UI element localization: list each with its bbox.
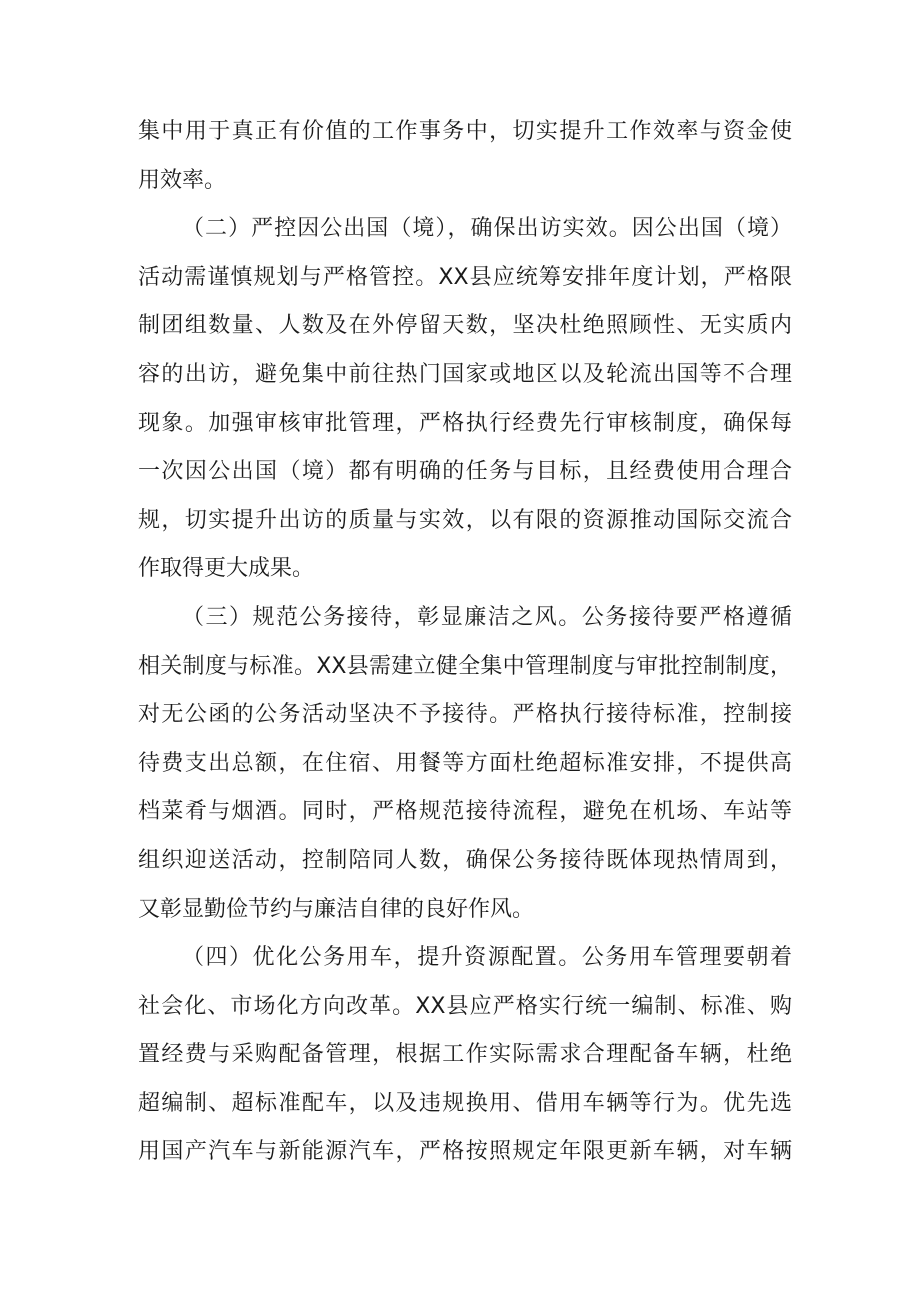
- text-line: 现象。加强审核审批管理，严格执行经费先行审核制度，确保每: [138, 410, 792, 436]
- text-line: （四）优化公务用车，提升资源配置。公务用车管理要朝着: [182, 945, 792, 971]
- text-line: 规，切实提升出访的质量与实效，以有限的资源推动国际交流合: [138, 507, 792, 533]
- text-line: 组织迎送活动，控制陪同人数，确保公务接待既体现热情周到，: [138, 847, 792, 873]
- text-line: 待费支出总额，在住宿、用餐等方面杜绝超标准安排，不提供高: [138, 750, 792, 776]
- text-line: （二）严控因公出国（境），确保出访实效。因公出国（境）: [182, 216, 792, 242]
- paragraph: [138, 205, 792, 594]
- paragraph: [138, 594, 792, 934]
- text-line: 社会化、市场化方向改革。XX县应严格实行统一编制、标准、购: [138, 993, 792, 1019]
- paragraph: [138, 934, 792, 1177]
- text-line: 用效率。: [138, 167, 227, 193]
- text-line: 相关制度与标准。XX县需建立健全集中管理制度与审批控制制度，: [138, 653, 792, 679]
- document-body: [138, 108, 792, 1177]
- text-line: 容的出访，避免集中前往热门国家或地区以及轮流出国等不合理: [138, 361, 792, 387]
- text-line: 超编制、超标准配车，以及违规换用、借用车辆等行为。优先选: [138, 1090, 792, 1116]
- text-line: 制团组数量、人数及在外停留天数，坚决杜绝照顾性、无实质内: [138, 313, 792, 339]
- text-line: 档菜肴与烟酒。同时，严格规范接待流程，避免在机场、车站等: [138, 799, 792, 825]
- text-line: 用国产汽车与新能源汽车，严格按照规定年限更新车辆，对车辆: [138, 1139, 792, 1165]
- text-line: （三）规范公务接待，彰显廉洁之风。公务接待要严格遵循: [182, 604, 792, 630]
- text-line: 置经费与采购配备管理，根据工作实际需求合理配备车辆，杜绝: [138, 1042, 792, 1068]
- text-line: 又彰显勤俭节约与廉洁自律的良好作风。: [138, 896, 535, 922]
- text-line: 对无公函的公务活动坚决不予接待。严格执行接待标准，控制接: [138, 702, 792, 728]
- paragraph: [138, 108, 792, 205]
- text-line: 集中用于真正有价值的工作事务中，切实提升工作效率与资金使: [138, 119, 792, 144]
- text-line: 一次因公出国（境）都有明确的任务与目标，且经费使用合理合: [138, 459, 792, 485]
- text-line: 活动需谨慎规划与严格管控。XX县应统筹安排年度计划，严格限: [138, 264, 792, 290]
- text-line: 作取得更大成果。: [138, 556, 315, 582]
